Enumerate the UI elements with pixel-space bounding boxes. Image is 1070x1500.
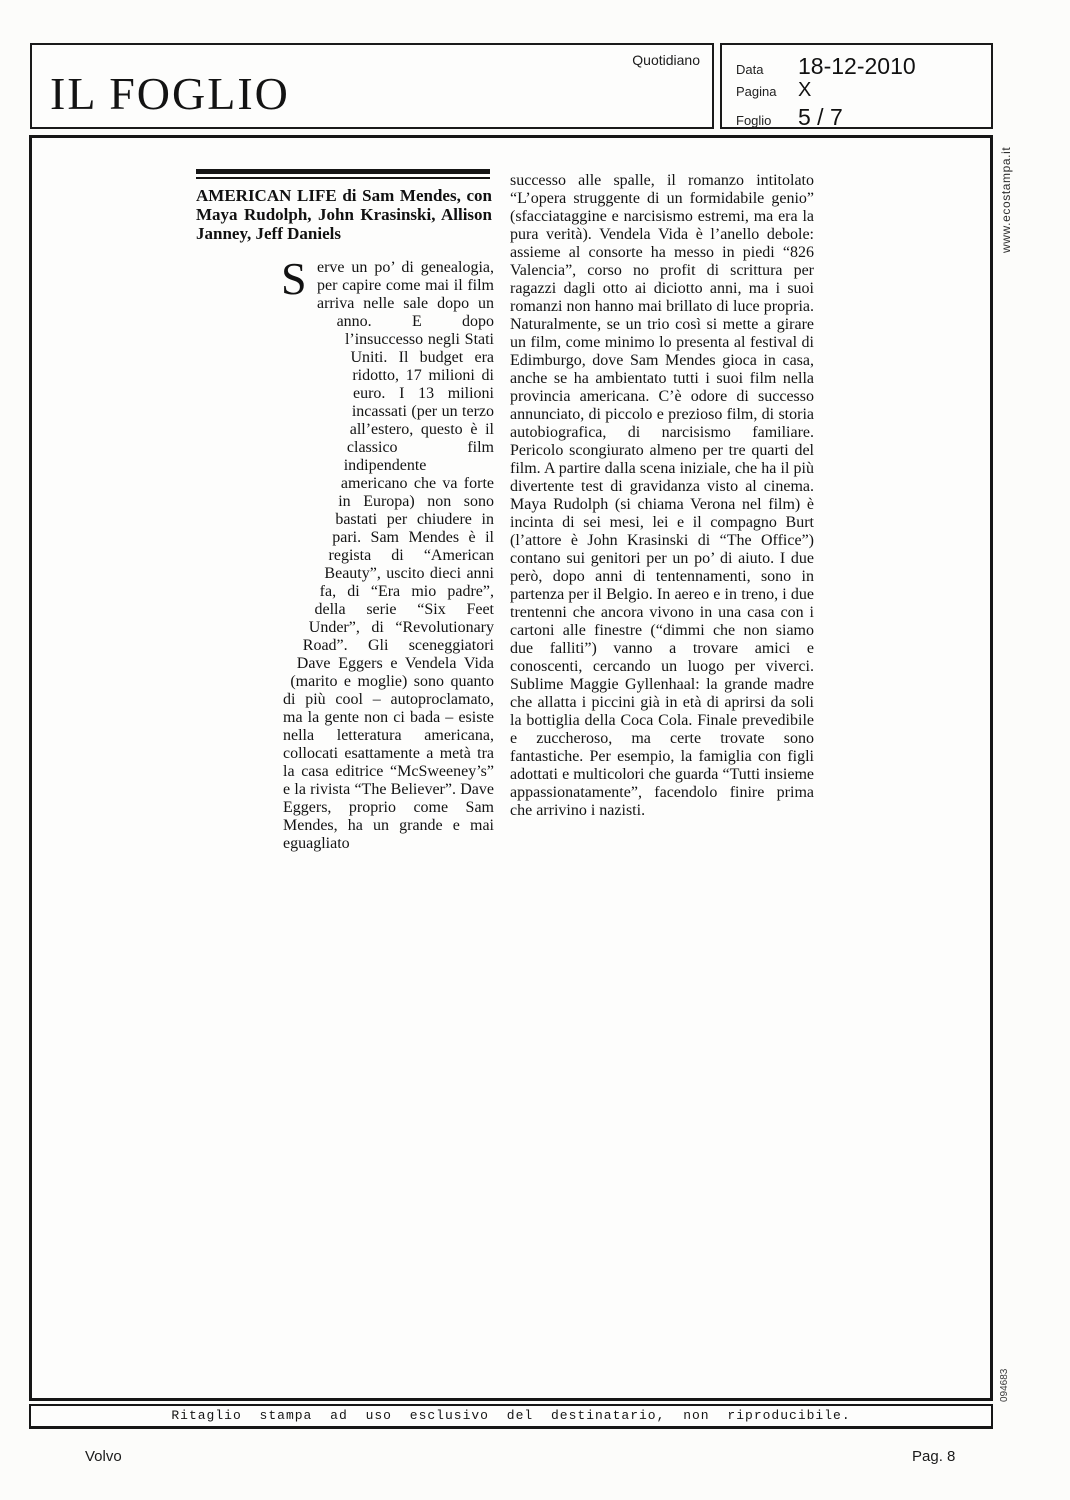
advertiser-label: Volvo	[85, 1448, 122, 1465]
drop-cap: S	[281, 253, 307, 304]
ecostampa-watermark: www.ecostampa.it	[999, 146, 1013, 253]
article-column-1	[281, 253, 494, 853]
data-value: 18-12-2010	[798, 53, 916, 79]
column-1-text: erve un po’ di genealogia, per capire come mai il film arriva nelle sale dopo un anno. E dopo l’insuccesso negli Stati Uniti. Il budget era ridotto, 17 milioni di euro. I 13 milioni incassati (per un terzo all’estero, questo è il classico film indipendente americano che va forte in Europa) non sono bastati per chiudere in pari. Sam Mendes è il regista di “American Beauty”, uscito dieci anni fa, di “Era mio padre”, della serie “Six Feet Under”, di “Revolutionary Road”. Gli sceneggiatori Dave Eggers e Vendela Vida (marito e moglie) sono quanto di più cool – autoproclamato, ma la gente non ci bada – esiste nella letteratura americana, collocati esattamente a metà tra la casa editrice “McSweeney’s” e la rivista “The Believer”. Dave Eggers, proprio come Sam Mendes, ha un grande e mai eguagliato	[283, 259, 494, 852]
info-row-pagina	[736, 79, 811, 102]
foglio-value: 5 / 7	[798, 104, 843, 130]
copyright-strip	[29, 1404, 993, 1429]
article-headline: AMERICAN LIFE di Sam Mendes, con Maya Rudolph, John Krasinski, Allison Janney, Jeff Daniels	[196, 186, 492, 243]
publication-type-label: Quotidiano	[632, 52, 700, 68]
article-clipping-box	[29, 135, 993, 1401]
info-row-foglio	[736, 104, 843, 131]
masthead-box	[30, 43, 714, 129]
foglio-label: Foglio	[736, 113, 772, 128]
clipping-code: 094683	[999, 1368, 1010, 1402]
info-row-data	[736, 53, 916, 80]
column-2-text: successo alle spalle, il romanzo intitolato “L’opera struggente di un formidabile genio” (sfacciataggine e narcisismo estremi, ma era la pura verità). Vendela Vida è l’anello debole: assieme al consorte ha messo in piedi “826 Valencia”, corso no profit di scrittura per ragazzi dagli otto ai diciotto anni, ma i suoi romanzi non hanno mai brillato di luce propria. Naturalmente, se un trio così si mette a girare un film, come minimo lo presenta al festival di Edimburgo, dove Sam Mendes gioca in casa, anche se ha ambientato tutti i suoi film nella provincia americana. C’è odore di successo annunciato, di piccolo e prezioso film, di storia autobiografica, di narcisismo familiare. Pericolo scongiurato almeno per tre quarti del film. A partire dalla scena iniziale, che ha il più divertente test di gravidanza visto al cinema. Maya Rudolph (si chiama Verona nel film) è incinta di sei mesi, lei e il compagno Burt (l’attore è John Krasinski di “The Office”) contano sui genitori per un po’ di aiuto. I due però, dopo anni di tentennamenti, sono in partenza per il Belgio. In aereo e in treno, i due trentenni che ancora vivono in una casa con i cartoni alle finestre (“dimmi che non siamo due falliti”) vanno a trovare amici e conoscenti, cercando un luogo per viverci. Sublime Maggie Gyllenhaal: la grande madre che allatta i piccini già in età di aprirsi da soli la bottiglia della Coca Cola. Finale prevedibile e zuccheroso, ma certe trovate sono fantastiche. Per esempio, la famiglia con figli adottati e multicolori che guarda “Tutti insieme appassionatamente”, facendolo finire prima che arrivino i nazisti.	[510, 172, 814, 819]
page-number: Pag. 8	[912, 1448, 956, 1465]
pagina-value: X	[798, 79, 812, 101]
clipping-info-box	[720, 43, 993, 129]
data-label: Data	[736, 62, 764, 77]
headline-rule	[196, 169, 490, 179]
article-column-2	[510, 172, 814, 820]
copyright-notice: Ritaglio stampa ad uso esclusivo del destinatario, non riproducibile.	[171, 1408, 851, 1423]
newspaper-logo: IL FOGLIO	[50, 68, 290, 119]
pagina-label: Pagina	[736, 84, 777, 99]
